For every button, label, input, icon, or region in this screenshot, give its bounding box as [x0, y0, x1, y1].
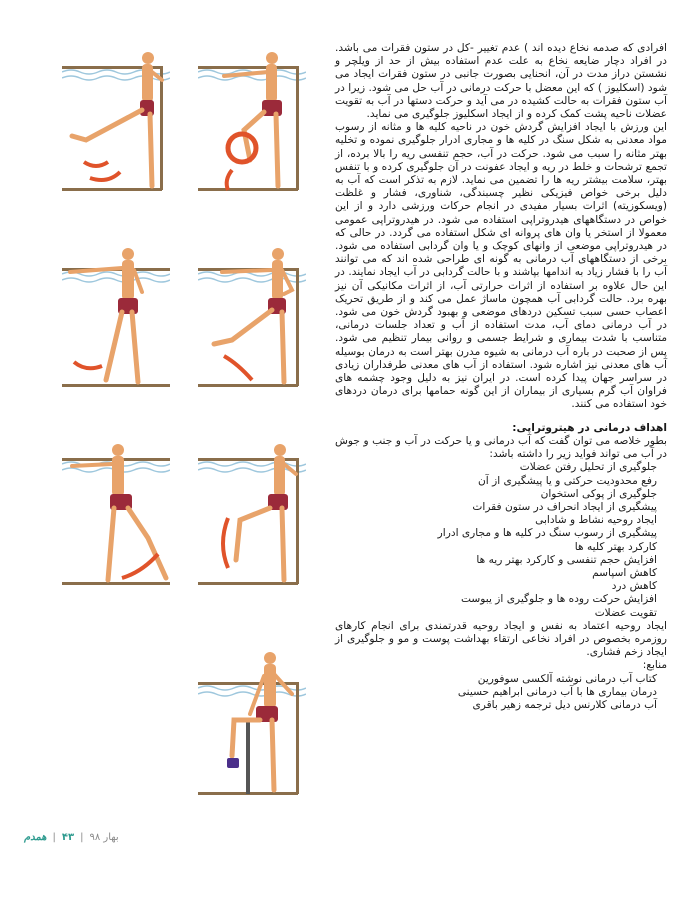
exercise-illustration-5: [62, 438, 170, 588]
list-item: ایجاد روحیه نشاط و شادابی: [535, 514, 657, 527]
paragraph-hydrotherapy: این ورزش با ایجاد افزایش گردش خون در ناحیه کلیه ها و مثانه از رسوب مواد معدنی به شکل سنگ در کلیه ها و مجاری ادرار جلوگیری نموده و تخلیه بهتر مثانه را سبب می شود. حرکت در آب، حجم تنفسی ریه را بالا برده، از تجمع ترشحات و خلط در ریه و ایجاد عفونت در آن جلوگیری کرده و با تنفس بهتر، سلامت بیشتر ریه ها را تضمین می نماید. لازم به تذکر است که آب به دلیل برخی خواص فیزیکی نظیر چسبندگی، شناوری، فشار و غلظت (ویسکوزیته) اثرات بسیار مفیدی در انجام حرکات ورزشی دارد و از این خواص در دستگاههای هیدروتراپی استفاده می شود. در هیدروتراپی عمومی معمولا از استخر یا وان های پروانه ای شکل استفاده می گردد. در حالی که در هیدروتراپی موضعی از وانهای کوچک و یا وان گردابی استفاده می شود. برخی از دستگاههای آب درمانی به گونه ای طراحی شده اند که می توانند آب را با فشار زیاد به اندامها بپاشند و با حالت گردابی در آب ایجاد نمایند. در این حال علاوه بر استفاده از اثرات حرارتی آب، از اثرات مکانیکی آن نیز بهره برد. حالت گردابی آب همچون ماساژ عمل می کند و از طریق تحریک اعصاب حسی سبب تسکین دردهای موضعی و بهبود گردش خون می شود. در آب درمانی دمای آب، مدت استفاده از آب و تعداد جلسات درمانی، متناسب با شدت بیماری و شرایط جسمی و روانی بیمار تنظیم می شود. پس از صحبت در باره آب درمانی به شیوه مدرن بهتر است به درمان بوسیله آب های معدنی نیز اشاره شود. استفاده از آب های معدنی طرفداران زیادی در سراسر جهان پیدا کرده است. در ایران نیز به دلیل وجود چشمه های فراوان آب گرم بسیاری از بیماران از این گونه حمامها برای درمان دردهای خود استفاده می کنند.: [335, 121, 667, 411]
article-text: [335, 42, 667, 712]
divider: |: [52, 832, 56, 843]
list-item: تقویت عضلات: [594, 606, 657, 619]
list-item: کارکرد بهتر کلیه ها: [574, 540, 657, 553]
list-item: پیشگیری از رسوب سنگ در کلیه ها و مجاری ادرار: [437, 527, 657, 540]
list-item: کاهش درد: [611, 580, 657, 593]
magazine-logo: همدم: [24, 832, 47, 843]
list-item: افزایش حرکت روده ها و جلوگیری از یبوست: [461, 593, 657, 606]
list-item: درمان بیماری ها با آب درمانی ابراهیم حسینی: [457, 685, 657, 698]
divider: |: [80, 832, 84, 843]
sources-label: منابع:: [642, 659, 667, 672]
exercise-illustration-6: [198, 438, 306, 588]
list-item: جلوگیری از پوکی استخوان: [540, 487, 657, 500]
list-item: جلوگیری از تحلیل رفتن عضلات: [519, 461, 657, 474]
list-item: افزایش حجم تنفسی و کارکرد بهتر ریه ها: [476, 553, 657, 566]
paragraph-spinal-injury: افرادی که صدمه نخاع دیده اند ) عدم تغییر -کل در ستون فقرات می باشد. در افراد دچار ضایعه نخاع به علت عدم استفاده بیش از حد از ویلچر و نشستن دراز مدت در آن، انحنایی بصورت جانبی در ستون فقرات ایجاد می شود (اسکلیوز ) که این معضل با حرکت درمانی در آب حل می شود. زیرا در آب ستون فقرات به حالت کشیده در می آید و حرکت دستها در آب به تقویت عضلات ناحیه پشت کمک کرده و از ایجاد اسکلیوز جلوگیری می نماید.: [335, 42, 667, 121]
goals-heading: اهداف درمانی در هیتروتراپی:: [512, 421, 667, 434]
exercise-illustration-3: [62, 240, 170, 390]
season-label: بهار ۹۸: [89, 832, 119, 843]
sources-list: [335, 673, 667, 713]
goals-list: [335, 461, 667, 619]
exercise-illustration-4: [198, 240, 306, 390]
goals-intro: بطور خلاصه می توان گفت که آب درمانی و یا حرکت در آب و جنب و جوش در آب می تواند فواید زیر را داشته باشد:: [335, 434, 667, 461]
exercise-illustration-7: [198, 648, 306, 798]
page-number: ۴۳: [61, 832, 75, 843]
page-footer: [24, 832, 119, 843]
exercise-illustration-1: [62, 44, 170, 194]
list-item: کتاب آب درمانی نوشته آلکسی سوفورین: [477, 672, 657, 685]
list-item: رفع محدودیت حرکتی و یا پیشگیری از آن: [478, 474, 657, 487]
closing-paragraph: ایجاد روحیه اعتماد به نفس و ایجاد روحیه قدرتمندی برای انجام کارهای روزمره بخصوص در افراد نخاعی ارتقاء بهداشت پوست و مو و جلوگیری از ایجاد زخم فشاری.: [335, 619, 667, 659]
list-item: آب درمانی کلارنس دیل ترجمه زهیر باقری: [472, 698, 657, 711]
list-item: کاهش اسپاسم: [592, 566, 657, 579]
list-item: پیشگیری از ایجاد انحراف در ستون فقرات: [472, 500, 657, 513]
exercise-illustration-2: [198, 44, 306, 194]
